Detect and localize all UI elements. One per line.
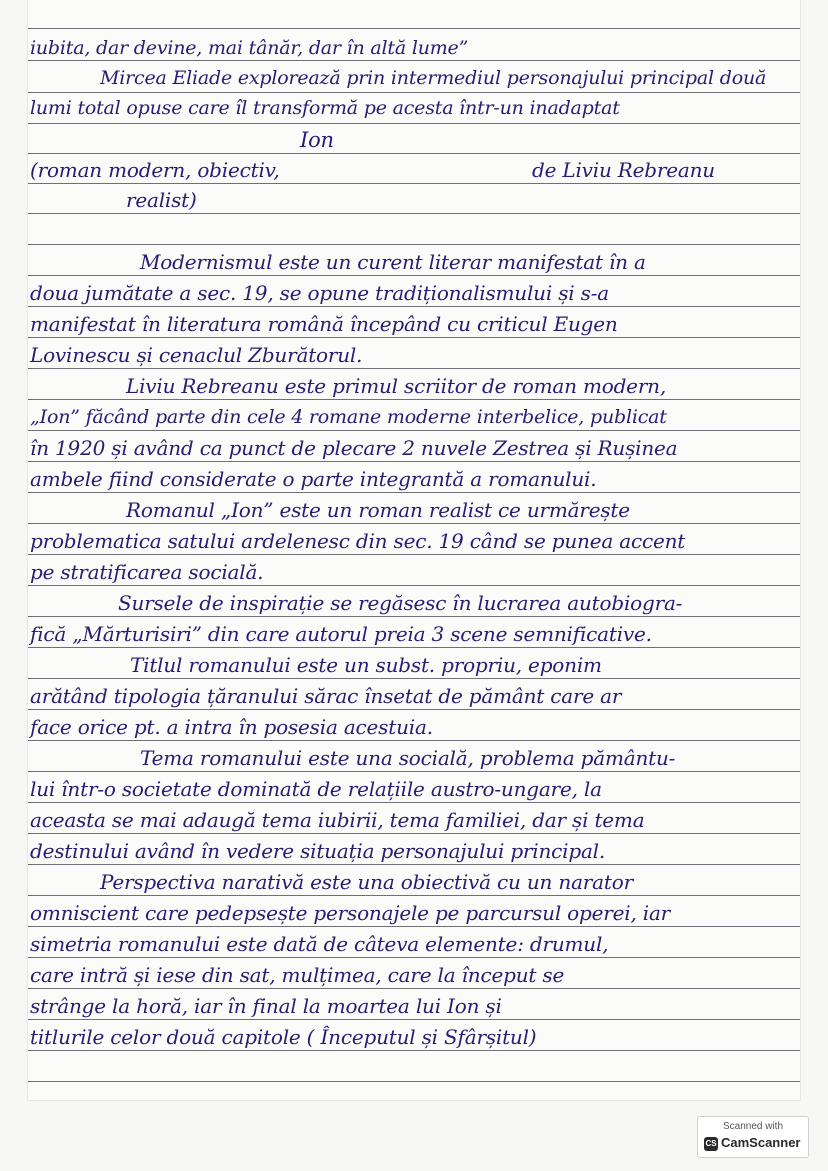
camscanner-logo-icon: CS: [704, 1137, 718, 1151]
handwritten-line: iubita, dar devine, mai tânăr, dar în altă lume”: [30, 37, 469, 59]
handwritten-line: „Ion” făcând parte din cele 4 romane moderne interbelice, publicat: [30, 406, 667, 428]
ruled-line: [28, 368, 800, 369]
handwritten-line: lui într-o societate dominată de relațiile austro-ungare, la: [30, 777, 602, 801]
ruled-line: [28, 183, 800, 184]
handwritten-line: (roman modern, obiectiv,: [30, 158, 280, 182]
ruled-line: [28, 709, 800, 710]
handwritten-line: simetria romanului este dată de câteva elemente: drumul,: [30, 932, 609, 956]
handwritten-line: manifestat în literatura română începând cu criticul Eugen: [30, 312, 618, 336]
handwritten-line: doua jumătate a sec. 19, se opune tradiționalismului și s-a: [30, 281, 609, 305]
handwritten-line: Tema romanului este una socială, problema pământu-: [140, 746, 676, 770]
ruled-line: [28, 895, 800, 896]
ruled-line: [28, 153, 800, 154]
ruled-line: [28, 926, 800, 927]
ruled-line: [28, 864, 800, 865]
handwritten-line: Perspectiva narativă este una obiectivă cu un narator: [100, 870, 633, 894]
ruled-line: [28, 1081, 800, 1082]
handwritten-line: pe stratificarea socială.: [30, 560, 264, 584]
handwritten-line: arătând tipologia țăranului sărac însetat de pământ care ar: [30, 684, 622, 708]
ruled-line: [28, 771, 800, 772]
ruled-line: [28, 430, 800, 431]
ruled-line: [28, 399, 800, 400]
ruled-line: [28, 492, 800, 493]
ruled-line: [28, 306, 800, 307]
ruled-line: [28, 244, 800, 245]
ruled-line: [28, 616, 800, 617]
ruled-line: [28, 957, 800, 958]
handwritten-line: strânge la horă, iar în final la moartea lui Ion și: [30, 994, 502, 1018]
handwritten-line: Mircea Eliade explorează prin intermediul personajului principal două: [100, 67, 767, 89]
ruled-line: [28, 554, 800, 555]
ruled-line: [28, 337, 800, 338]
handwritten-line: ambele fiind considerate o parte integrantă a romanului.: [30, 467, 597, 491]
ruled-line: [28, 123, 800, 124]
section-title: Ion: [300, 128, 334, 152]
handwritten-line: realist): [126, 188, 197, 212]
handwritten-line: fică „Mărturisiri” din care autorul preia 3 scene semnificative.: [30, 622, 652, 646]
handwritten-line: omniscient care pedepsește personajele pe parcursul operei, iar: [30, 901, 671, 925]
author-name: de Liviu Rebreanu: [532, 158, 715, 182]
ruled-line: [28, 647, 800, 648]
handwritten-line: Titlul romanului este un subst. propriu, eponim: [130, 653, 602, 677]
ruled-line: [28, 1019, 800, 1020]
ruled-line: [28, 275, 800, 276]
watermark-brand: CamScanner: [721, 1135, 801, 1150]
handwritten-line: face orice pt. a intra în posesia acestuia.: [30, 715, 433, 739]
handwritten-line: Sursele de inspirație se regăsesc în lucrarea autobiogra-: [118, 591, 683, 615]
ruled-line: [28, 92, 800, 93]
ruled-line: [28, 833, 800, 834]
handwritten-line: titlurile celor două capitole ( Începutul și Sfârșitul): [30, 1025, 537, 1049]
handwritten-line: Modernismul este un curent literar manifestat în a: [140, 250, 646, 274]
handwritten-line: Lovinescu și cenaclul Zburătorul.: [30, 343, 363, 367]
handwritten-line: Liviu Rebreanu este primul scriitor de roman modern,: [126, 374, 667, 398]
ruled-line: [28, 461, 800, 462]
handwritten-line: destinului având în vedere situația personajului principal.: [30, 839, 606, 863]
handwritten-line: aceasta se mai adaugă tema iubirii, tema familiei, dar și tema: [30, 808, 645, 832]
ruled-line: [28, 60, 800, 61]
ruled-line: [28, 585, 800, 586]
ruled-line: [28, 740, 800, 741]
ruled-line: [28, 1050, 800, 1051]
ruled-line: [28, 678, 800, 679]
camscanner-watermark: [697, 1116, 809, 1158]
watermark-caption: Scanned with: [722, 1121, 784, 1132]
ruled-line: [28, 802, 800, 803]
ruled-line: [28, 523, 800, 524]
handwritten-line: Romanul „Ion” este un roman realist ce urmărește: [126, 498, 630, 522]
handwritten-line: în 1920 și având ca punct de plecare 2 nuvele Zestrea și Rușinea: [30, 436, 678, 460]
handwritten-line: lumi total opuse care îl transformă pe acesta într-un inadaptat: [30, 97, 620, 119]
handwritten-line: care intră și iese din sat, mulțimea, care la început se: [30, 963, 565, 987]
handwritten-line: problematica satului ardelenesc din sec. 19 când se punea accent: [30, 529, 686, 553]
ruled-line: [28, 988, 800, 989]
ruled-line: [28, 213, 800, 214]
ruled-line: [28, 28, 800, 29]
